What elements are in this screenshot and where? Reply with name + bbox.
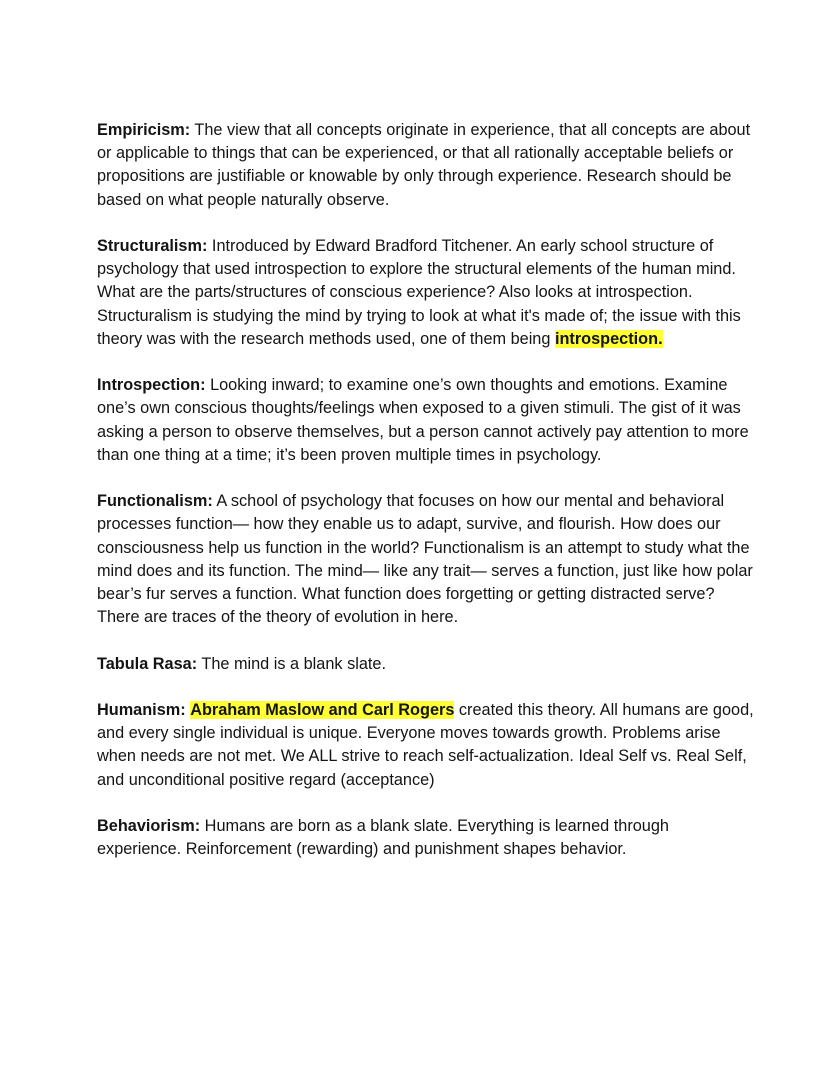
term-tabula-rasa: Tabula Rasa:	[97, 654, 198, 673]
term-empiricism: Empiricism:	[97, 121, 191, 139]
definition-tabula-rasa: The mind is a blank slate.	[197, 654, 386, 673]
definition-empiricism: The view that all concepts originate in experience, that all concepts are about or applicable to things that can be experienced, or that all rationally acceptable beliefs or propositions are justifiable or knowable by only through experience. Research should be based on what people naturally observe.	[97, 121, 751, 209]
entry-structuralism	[97, 235, 757, 351]
definition-structuralism: Introduced by Edward Bradford Titchener. An early school structure of psychology that used introspection to explore the structural elements of the human mind. What are the parts/structures of conscious experience? Also looks at introspection. Structuralism is studying the mind by trying to look at what it's made of; the issue with this theory was with the research methods used, one of them being	[97, 237, 741, 348]
definition-humanism: created this theory. All humans are good, and every single individual is unique. Everyone moves towards growth. Problems arise when needs are not met. We ALL strive to reach self-actualization. Ideal Self vs. Real Self, and unconditional positive regard (acceptance)	[97, 701, 754, 789]
entry-functionalism	[97, 490, 757, 629]
definition-behaviorism: Humans are born as a blank slate. Everything is learned through experience. Reinforcement (rewarding) and punishment shapes behavior.	[97, 817, 669, 859]
entry-humanism	[97, 699, 757, 792]
highlight-maslow-rogers: Abraham Maslow and Carl Rogers	[190, 701, 455, 719]
term-functionalism: Functionalism:	[97, 492, 213, 511]
highlight-introspection: introspection.	[554, 329, 663, 348]
entry-behaviorism	[97, 815, 757, 861]
definition-functionalism: A school of psychology that focuses on how our mental and behavioral processes function— how they enable us to adapt, survive, and flourish. How does our consciousness help us function in the world? Functionalism is an attempt to study what the mind does and its function. The mind— like any trait— serves a function, just like how polar bear’s fur serves a function. What function does forgetting or getting distracted serve? There are traces of the theory of evolution in here.	[97, 492, 753, 627]
entry-tabula-rasa	[97, 653, 757, 676]
definition-introspection: Looking inward; to examine one’s own thoughts and emotions. Examine one’s own conscious thoughts/feelings when exposed to a given stimuli. The gist of it was asking a person to observe themselves, but a person cannot actively pay attention to more than one thing at a time; it’s been proven multiple times in psychology.	[97, 376, 749, 464]
term-introspection: Introspection:	[97, 376, 206, 395]
entry-introspection	[97, 374, 757, 467]
document-page	[97, 119, 757, 885]
term-humanism: Humanism:	[97, 701, 186, 719]
entry-empiricism	[97, 119, 757, 212]
term-behaviorism: Behaviorism:	[97, 817, 201, 835]
term-structuralism: Structuralism:	[97, 237, 208, 255]
